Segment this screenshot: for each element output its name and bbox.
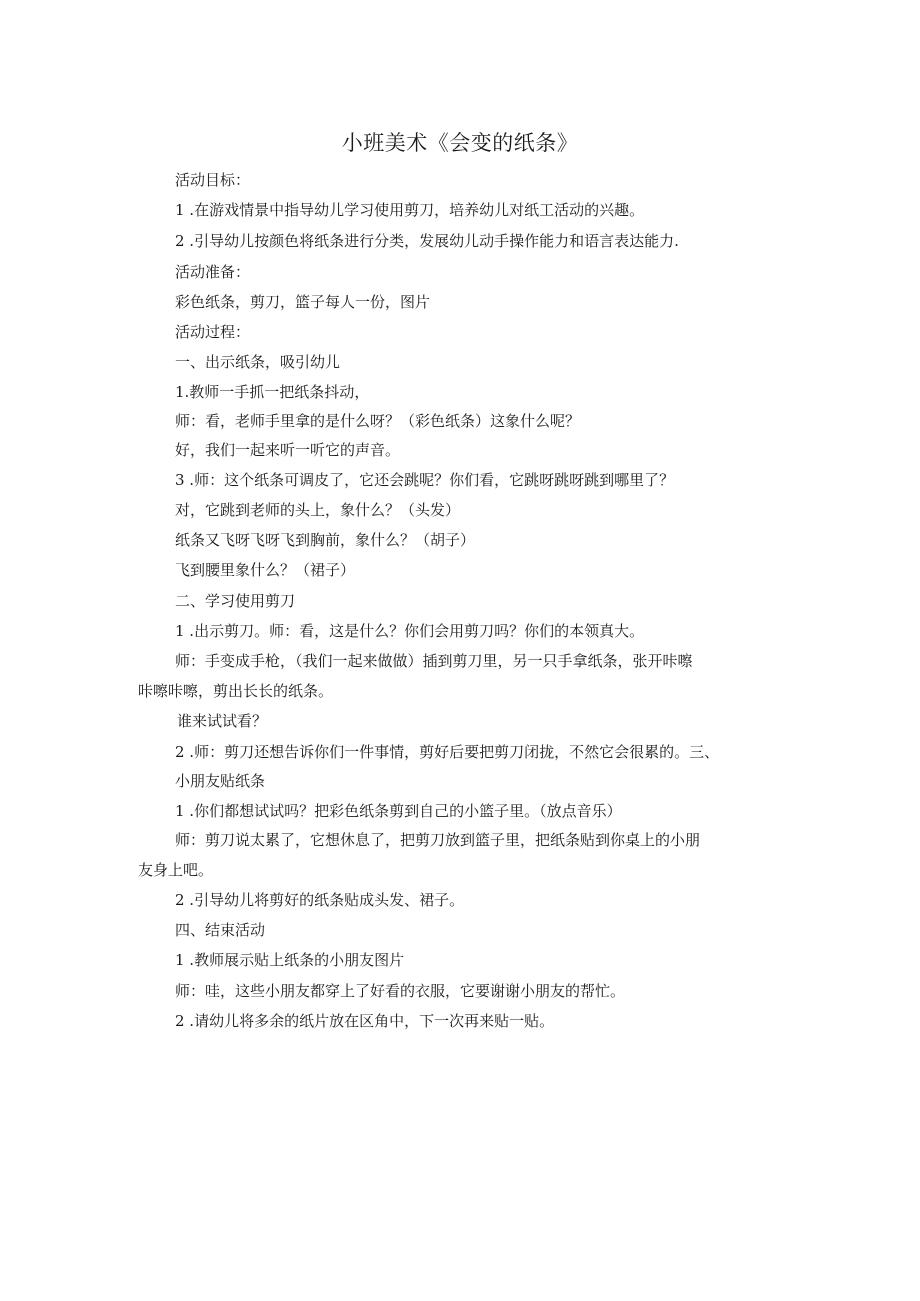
body-line: 2 .请幼儿将多余的纸片放在区角中，下一次再来贴一贴。 <box>175 1012 555 1030</box>
body-line: 活动过程： <box>175 323 251 341</box>
body-line: 一、出示纸条，吸引幼儿 <box>175 353 341 371</box>
body-line: 小朋友贴纸条 <box>175 772 266 790</box>
body-line: 好，我们一起来听一听它的声音。 <box>175 441 401 459</box>
body-line: 师：剪刀说太累了，它想休息了，把剪刀放到篮子里，把纸条贴到你桌上的小朋 <box>175 831 701 849</box>
body-line: 1.教师一手抓一把纸条抖动， <box>175 383 370 401</box>
body-line: 谁来试试看？ <box>177 712 268 730</box>
body-line: 2 .引导幼儿按颜色将纸条进行分类，发展幼儿动手操作能力和语言表达能力. <box>175 232 679 250</box>
body-line: 二、学习使用剪刀 <box>175 592 296 610</box>
body-line: 师：手变成手枪，（我们一起来做做）插到剪刀里，另一只手拿纸条，张开咔嚓 <box>175 652 693 670</box>
body-line: 1 .教师展示贴上纸条的小朋友图片 <box>175 951 405 969</box>
body-line: 纸条又飞呀飞呀飞到胸前，象什么？（胡子） <box>175 531 476 549</box>
document-title: 小班美术《会变的纸条》 <box>341 131 579 155</box>
body-line: 友身上吧。 <box>138 861 214 879</box>
body-line: 四、结束活动 <box>175 921 266 939</box>
body-line: 活动目标： <box>175 171 251 189</box>
body-line: 3 .师：这个纸条可调皮了，它还会跳呢？你们看，它跳呀跳呀跳到哪里了？ <box>175 471 675 489</box>
body-line: 活动准备： <box>175 263 251 281</box>
body-line: 师：哇，这些小朋友都穿上了好看的衣服，它要谢谢小朋友的帮忙。 <box>175 982 626 1000</box>
body-line: 彩色纸条，剪刀，篮子每人一份，图片 <box>175 293 431 311</box>
body-line: 飞到腰里象什么？（裙子） <box>175 561 356 579</box>
body-line: 1 .出示剪刀。师：看，这是什么？你们会用剪刀吗？你们的本领真大。 <box>175 622 645 640</box>
body-line: 师：看，老师手里拿的是什么呀？（彩色纸条）这象什么呢？ <box>175 412 581 430</box>
body-line: 1 .你们都想试试吗？把彩色纸条剪到自己的小篮子里。（放点音乐） <box>175 802 622 820</box>
body-line: 2 .引导幼儿将剪好的纸条贴成头发、裙子。 <box>175 891 465 909</box>
body-line: 2 .师：剪刀还想告诉你们一件事情，剪好后要把剪刀闭拢，不然它会很累的。三、 <box>175 743 720 761</box>
body-line: 对，它跳到老师的头上，象什么？（头发） <box>175 501 461 519</box>
body-line: 咔嚓咔嚓，剪出长长的纸条。 <box>138 682 334 700</box>
body-line: 1 .在游戏情景中指导幼儿学习使用剪刀，培养幼儿对纸工活动的兴趣。 <box>175 201 645 219</box>
